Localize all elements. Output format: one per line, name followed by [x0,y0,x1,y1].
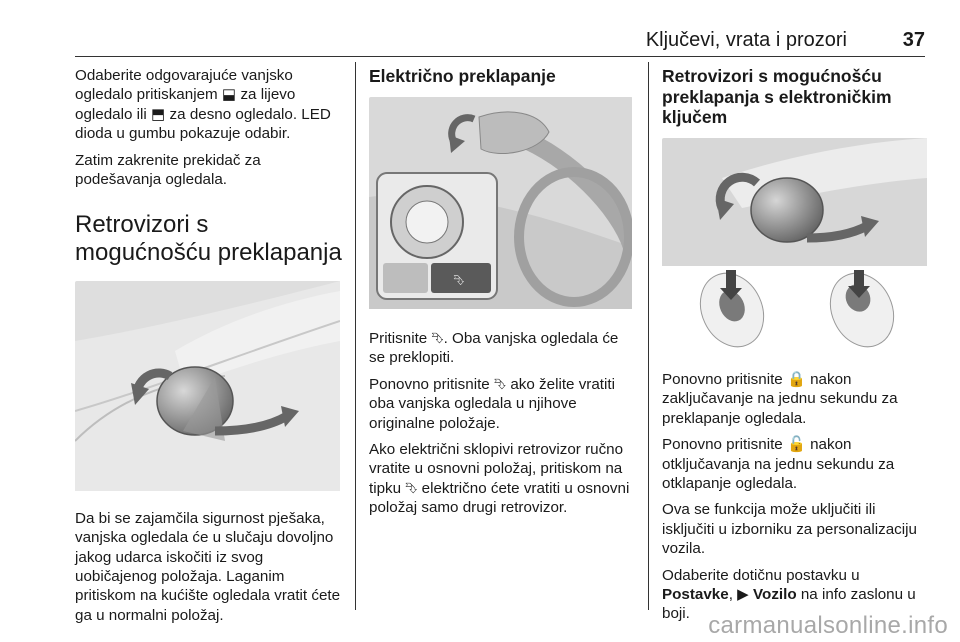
column-left [75,66,343,632]
page-header [75,28,925,54]
section-heading: Retrovizori s mogućnošću preklapanja s elektroničkim ključem [662,66,892,127]
paragraph: Da bi se zajamčila sigurnost pješaka, vanjska ogledala će u slučaju dovoljno jakog udarca iskočiti iz svog uobičajenog položaja. Laganim pritiskom na kućište ogledala vratit ćete ga u normalni položaj. [75,509,341,624]
paragraph: Ponovno pritisnite ⮷ ako želite vratiti oba vanjska ogledala u njihove originalne položaje. [369,375,615,432]
section-title: Ključevi, vrata i prozori [645,29,847,51]
section-heading: Retrovizori s mogućnošću preklapanja [75,211,342,267]
text: na info zaslonu u boji. [662,585,916,623]
column-divider [648,62,649,610]
paragraph: Pritisnite ⮷. Oba vanjska ogledala će se preklopiti. [369,329,619,367]
menu-term: Vozilo [753,585,797,603]
text: , ▶ [728,585,754,603]
paragraph: Zatim zakrenite prekidač za podešavanja ogledala. [75,151,261,189]
watermark: carmanualsonline.info [708,612,948,639]
paragraph: Ako električni sklopivi retrovizor ručno vratite u osnovni položaj, pritiskom na tipku ⮷ električno ćete vratiti u osnovni položaj samo drugi retrovizor. [369,440,630,517]
column-middle [369,66,633,525]
paragraph: Odaberite odgovarajuće vanjsko ogledalo pritiskanjem ⬓ za lijevo ogledalo ili ⬒ za desno ogledalo. LED dioda u gumbu pokazuje odabir. [75,67,331,143]
svg-text:⮷: ⮷ [453,272,465,289]
header-divider [75,56,925,57]
key-fob-mirror-illustration [662,138,928,355]
mirror-switch-illustration [369,97,633,314]
paragraph: Ova se funkcija može uključiti ili isključiti u izborniku za personalizaciju vozila. [662,501,917,558]
paragraph: Ponovno pritisnite 🔓 nakon otključavanja na jednu sekundu za otklapanje ogledala. [662,436,895,492]
text: Odaberite dotičnu postavku u [662,566,860,584]
menu-term: Postavke [662,585,729,603]
section-heading: Električno preklapanje [369,66,556,86]
column-right [662,66,928,631]
column-divider [355,62,356,610]
paragraph: Ponovno pritisnite 🔒 nakon zaključavanje na jednu sekundu za preklapanje ogledala. [662,370,898,427]
page-number: 37 [902,29,925,51]
mirror-fold-illustration [75,281,343,496]
